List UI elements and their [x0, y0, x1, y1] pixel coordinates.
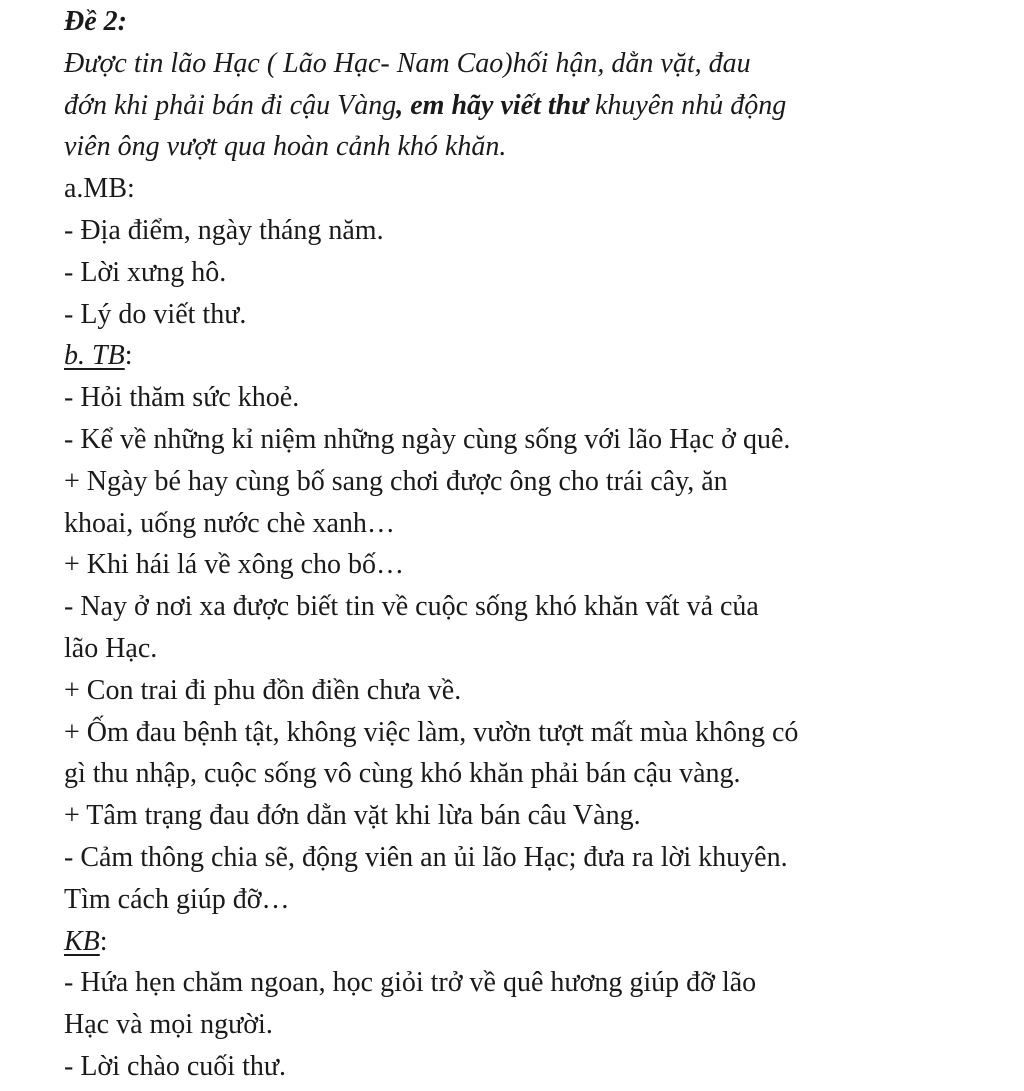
page-title: Đề 2:	[64, 6, 127, 37]
tb-line: + Tâm trạng đau đớn dằn vặt khi lừa bán câu Vàng.	[64, 800, 641, 831]
tb-line: khoai, uống nước chè xanh…	[64, 508, 395, 539]
tb-line: - Kể về những kỉ niệm những ngày cùng sống với lão Hạc ở quê.	[64, 424, 791, 455]
kb-heading-colon: :	[99, 926, 108, 957]
prompt-line-1: Được tin lão Hạc ( Lão Hạc- Nam Cao)hối hận, dằn vặt, đau	[64, 48, 751, 79]
mb-item: - Địa điểm, ngày tháng năm.	[64, 215, 384, 246]
prompt-line-2	[64, 88, 786, 124]
prompt-line-2-c: khuyên nhủ động	[588, 90, 787, 121]
tb-line: lão Hạc.	[64, 633, 158, 664]
tb-line: + Khi hái lá về xông cho bố…	[64, 549, 405, 580]
tb-line: + Ngày bé hay cùng bố sang chơi được ông cho trái cây, ăn	[64, 466, 728, 497]
tb-line: Tìm cách giúp đỡ…	[64, 884, 290, 915]
kb-heading-label: KB	[64, 926, 100, 957]
tb-line: - Hỏi thăm sức khoẻ.	[64, 382, 300, 413]
mb-item: - Lý do viết thư.	[64, 299, 247, 330]
tb-line: + Ốm đau bệnh tật, không việc làm, vườn tượt mất mùa không có	[64, 717, 799, 748]
tb-line: + Con trai đi phu đồn điền chưa về.	[64, 675, 462, 706]
kb-line: - Lời chào cuối thư.	[64, 1051, 287, 1082]
tb-heading	[64, 338, 132, 374]
kb-line: Hạc và mọi người.	[64, 1009, 273, 1040]
tb-heading-colon: :	[124, 340, 133, 371]
prompt-line-2-a: đớn khi phải bán đi cậu Vàng	[64, 90, 397, 121]
prompt-emphasis: , em hãy viết thư	[396, 90, 588, 121]
tb-line: - Cảm thông chia sẽ, động viên an ủi lão Hạc; đưa ra lời khuyên.	[64, 842, 788, 873]
tb-line: - Nay ở nơi xa được biết tin về cuộc sống khó khăn vất vả của	[64, 591, 759, 622]
tb-heading-label: b. TB	[64, 340, 125, 371]
prompt-line-3: viên ông vượt qua hoàn cảnh khó khăn.	[64, 131, 507, 162]
kb-heading	[64, 924, 108, 960]
mb-heading: a.MB:	[64, 173, 135, 204]
kb-line: - Hứa hẹn chăm ngoan, học giỏi trở về quê hương giúp đỡ lão	[64, 967, 757, 998]
mb-item: - Lời xưng hô.	[64, 257, 227, 288]
tb-line: gì thu nhập, cuộc sống vô cùng khó khăn phải bán cậu vàng.	[64, 758, 741, 789]
